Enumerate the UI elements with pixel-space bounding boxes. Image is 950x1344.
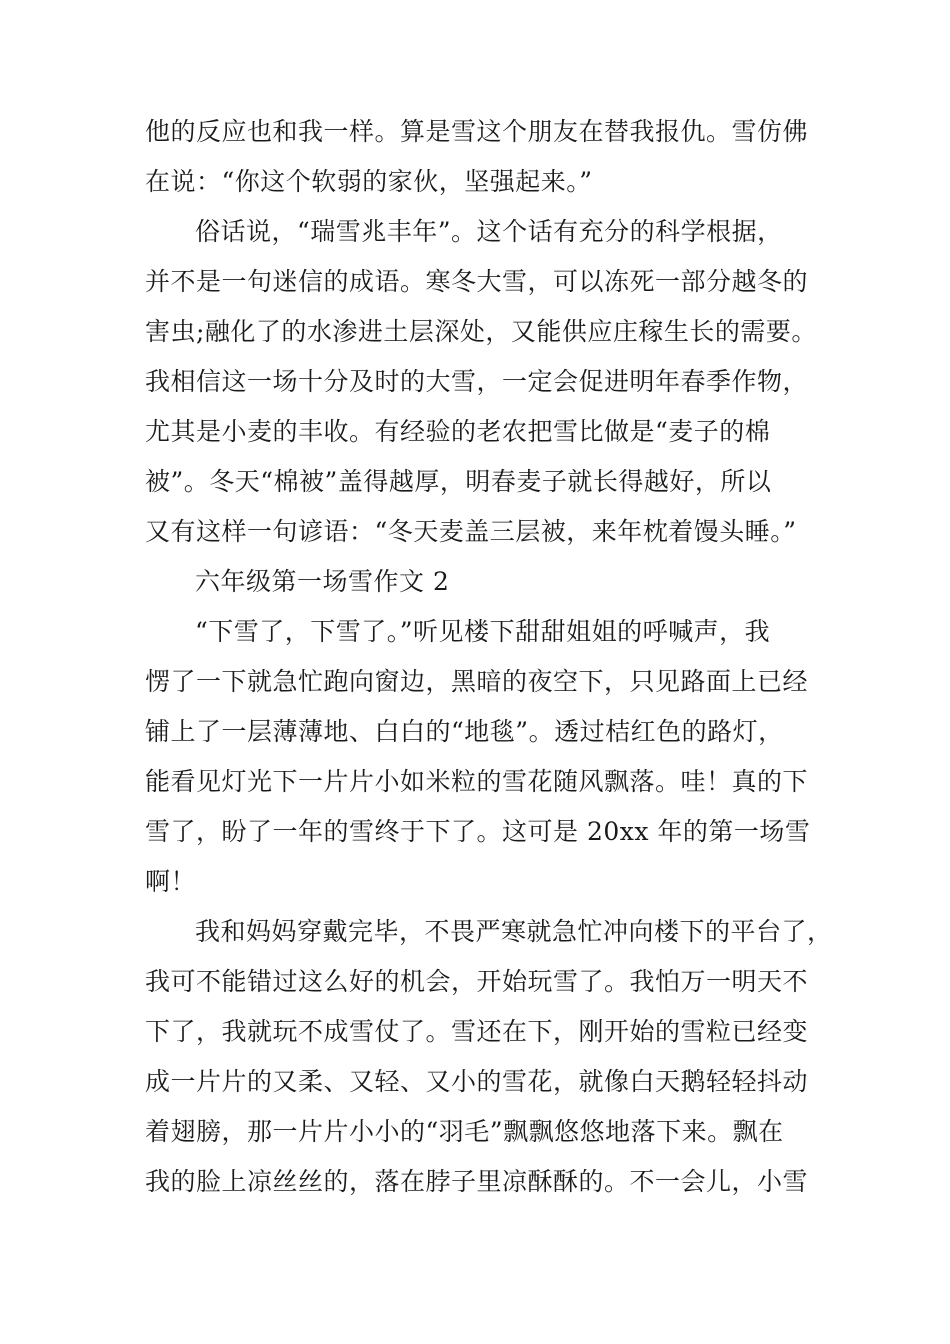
text-line: 尤其是小麦的丰收。有经验的老农把雪比做是“麦子的棉 (145, 417, 771, 446)
text-line: 愣了一下就急忙跑向窗边，黑暗的夜空下，只见路面上已经 (145, 667, 809, 696)
paragraph-start-line: “下雪了，下雪了。”听见楼下甜甜姐姐的呼喊声，我 (195, 617, 771, 646)
text-line: 并不是一句迷信的成语。寒冬大雪，可以冻死一部分越冬的 (145, 267, 809, 296)
text-line: 害虫;融化了的水渗进土层深处，又能供应庄稼生长的需要。 (145, 317, 817, 346)
text-line: 铺上了一层薄薄地、白白的“地毯”。透过桔红色的路灯， (145, 717, 784, 746)
text-line: 啊！ (145, 867, 197, 896)
section-heading: 六年级第一场雪作文 2 (195, 567, 450, 596)
text-line: 被”。冬天“棉被”盖得越厚，明春麦子就长得越好，所以 (145, 467, 772, 496)
paragraph-start-line: 俗话说，“瑞雪兆丰年”。这个话有充分的科学根据， (195, 217, 783, 246)
text-line: 在说：“你这个软弱的家伙，坚强起来。” (145, 167, 593, 196)
text-line: 我相信这一场十分及时的大雪，一定会促进明年春季作物， (145, 367, 809, 396)
text-line: 又有这样一句谚语：“冬天麦盖三层被，来年枕着馒头睡。” (145, 517, 797, 546)
paragraph-start-line: 我和妈妈穿戴完毕，不畏严寒就急忙冲向楼下的平台了， (195, 917, 833, 946)
text-line: 我可不能错过这么好的机会，开始玩雪了。我怕万一明天不 (145, 967, 809, 996)
text-line: 成一片片的又柔、又轻、又小的雪花，就像白天鹅轻轻抖动 (145, 1067, 809, 1096)
text-line: 着翅膀，那一片片小小的“羽毛”飘飘悠悠地落下来。飘在 (145, 1117, 784, 1146)
text-line: 能看见灯光下一片片小如米粒的雪花随风飘落。哇！真的下 (145, 767, 809, 796)
text-line: 我的脸上凉丝丝的，落在脖子里凉酥酥的。不一会儿，小雪 (145, 1167, 809, 1196)
text-line: 下了，我就玩不成雪仗了。雪还在下，刚开始的雪粒已经变 (145, 1017, 809, 1046)
text-line: 他的反应也和我一样。算是雪这个朋友在替我报仇。雪仿佛 (145, 117, 809, 146)
text-line: 雪了，盼了一年的雪终于下了。这可是 20xx 年的第一场雪 (145, 817, 811, 846)
